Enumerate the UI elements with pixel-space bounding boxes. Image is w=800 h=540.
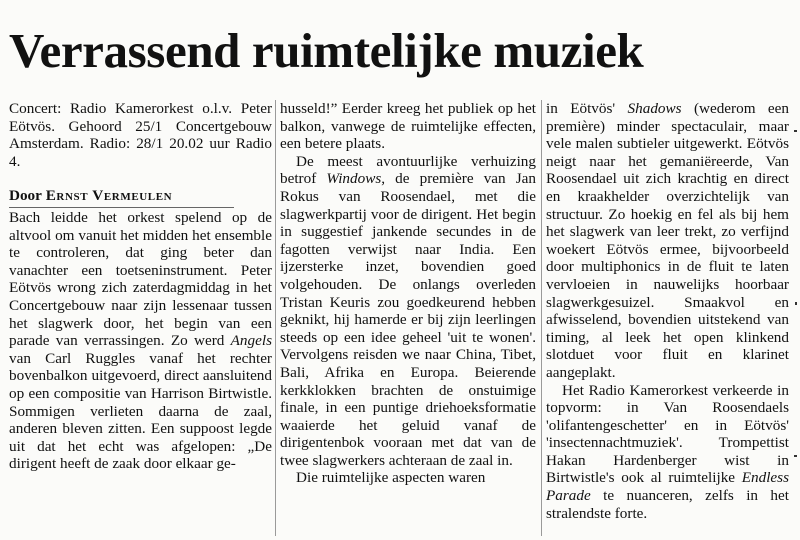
article-column-3 [546,100,789,522]
headline: Verrassend ruimtelijke muziek [9,23,644,78]
column-divider [541,100,542,536]
paragraph [280,153,536,470]
byline [9,187,272,205]
text-run: (wederom een première) minder spectaculair, maar vele malen subtieler uitgewerkt. Eötvös neigt naar het gemaniëreerde, Van Roosendael uit zich krachtig en direct en kraakhelder overzichtelijk van structuur. Zo hoekig en fel als bij hem het slagwerk van leer trekt, zo verfijnd woekert Eötvös ermee, bijvoorbeeld door multiphonics in de fluit te laten vervloeien in nauwelijks hoorbaar slagwerkgesuizel. Smaakvol en afwisselend, bovendien uitstekend van timing, al leek het open klinkend slotduet voor fluit en klarinet aangeplakt. [546,100,789,381]
text-run: in Eötvös' [546,100,628,117]
article-column-2 [280,100,536,487]
scan-speck [795,302,797,305]
byline-divider [9,207,234,208]
text-run: te nuanceren, zelfs in het stralendste forte. [546,487,789,522]
text-run: van Carl Ruggles vanaf het rechter bovenbalkon uitgevoerd, direct aansluitend op een compositie van Harrison Birtwistle. Sommigen verlieten daarna de zaal, anderen bleven zitten. Een suppoost legde uit dat het echt was afgelopen: „De dirigent heeft de zaak door elkaar ge- [9,349,272,473]
work-title: Shadows [627,100,682,117]
byline-prefix: Door [9,187,42,205]
work-title: Endless Parade [546,469,789,505]
paragraph [546,100,789,382]
text-run: Het Radio Kamerorkest verkeerde in topvorm: in Van Roosendaels 'olifantengeschetter' en in Eötvös' 'insectennachtmuziek'. Trompettist Hakan Hardenberger wist in Birtwistle's ook al ruimtelijke [546,381,789,487]
column-divider [275,100,276,536]
text-run: , de première van Jan Rokus van Roosendael, met die slagwerkpartij voor de dirigent. Het begin in suggestief jankende secundes in de fagotten verwijst naar India. Een ijzersterke inzet, bovendien goed volgehouden. De onlangs overleden Tristan Keuris zou goedkeurend hebben geknikt, hij hamerde er bij zijn leerlingen steeds op een idee geheel 'uit te wonen'. Vervolgens reisden we naar China, Tibet, Bali, Afrika en Europa. Beierende kerkklokken brachten de onstuimige finale, in een puntige driehoeksformatie waaierde het geluid vanaf de dirigentenbok vooraan met dat van de twee slagwerkers achteraan de zaal in. [280,170,536,469]
byline-author: Ernst Vermeulen [45,187,173,205]
paragraph: Die ruimtelijke aspecten waren [296,469,486,487]
paragraph: husseld!” Eerder kreeg het publiek op het balkon, vanwege de ruimtelijke effecten, een betere plaats. [280,100,536,153]
work-title: Angels [230,332,272,350]
scan-speck [794,130,797,132]
text-run: Bach leidde het orkest spelend op de altvool om vanuit het midden het ensemble te controleren, dat ging beter dan vanachter een toetseninstrument. Peter Eötvös wrong zich zaterdagmiddag in het Concertgebouw naar zijn lessenaar tussen het slagwerk door, het begin van een parade van verrassingen. Zo werd [9,208,272,350]
work-title: Windows [326,170,382,188]
paragraph [546,382,789,523]
concert-info: Concert: Radio Kamerorkest o.l.v. Peter Eötvös. Gehoord 25/1 Concertgebouw Amsterdam. Radio: 28/1 20.02 uur Radio 4. [9,100,272,170]
text-run: De meest avontuurlijke verhuizing betrof [280,152,536,188]
paragraph [9,209,272,473]
scan-speck [794,455,797,457]
article-column-1 [9,100,272,473]
